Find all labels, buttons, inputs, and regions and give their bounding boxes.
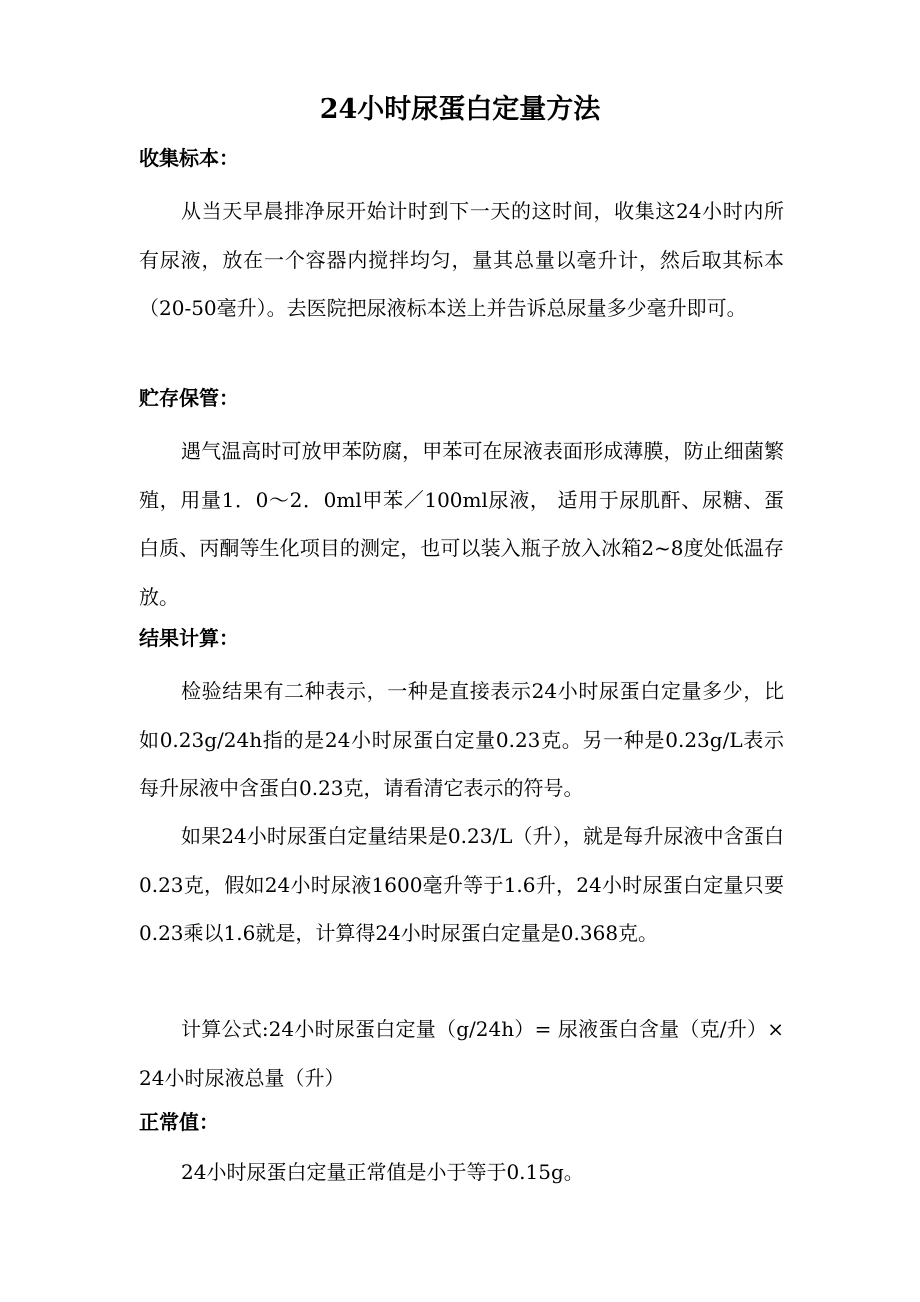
paragraph-formula: 计算公式:24小时尿蛋白定量（g/24h）= 尿液蛋白含量（克/升）×24小时尿液总量（升） bbox=[139, 1017, 784, 1090]
section-heading-collect: 收集标本： bbox=[139, 146, 239, 170]
document-title: 24小时尿蛋白定量方法 bbox=[319, 94, 601, 125]
paragraph-calculation-1: 检验结果有二种表示，一种是直接表示24小时尿蛋白定量多少，比如0.23g/24h指的是24小时尿蛋白定量0.23克。另一种是0.23g/L表示每升尿液中含蛋白0.23克，请看清它表示的符号。 bbox=[139, 679, 784, 800]
section-heading-storage: 贮存保管： bbox=[139, 386, 239, 410]
section-heading-normal-value: 正常值： bbox=[139, 1110, 219, 1134]
section-heading-calculation: 结果计算： bbox=[139, 626, 239, 650]
paragraph-collect: 从当天早晨排净尿开始计时到下一天的这时间，收集这24小时内所有尿液，放在一个容器内搅拌均匀，量其总量以毫升计，然后取其标本（20-50毫升）。去医院把尿液标本送上并告诉总尿量多少毫升即可。 bbox=[139, 199, 784, 320]
paragraph-normal-value: 24小时尿蛋白定量正常值是小于等于0.15g。 bbox=[181, 1160, 584, 1184]
paragraph-calculation-2: 如果24小时尿蛋白定量结果是0.23/L（升），就是每升尿液中含蛋白0.23克，假如24小时尿液1600毫升等于1.6升，24小时尿蛋白定量只要0.23乘以1.6就是，计算得24小时尿蛋白定量是0.368克。 bbox=[139, 824, 784, 945]
paragraph-storage: 遇气温高时可放甲苯防腐，甲苯可在尿液表面形成薄膜，防止细菌繁殖，用量1．0～2．0ml甲苯／100ml尿液， 适用于尿肌酐、尿糖、蛋白质、丙酮等生化项目的测定，也可以装入瓶子放入冰箱2~8度处低温存放。 bbox=[139, 439, 784, 609]
